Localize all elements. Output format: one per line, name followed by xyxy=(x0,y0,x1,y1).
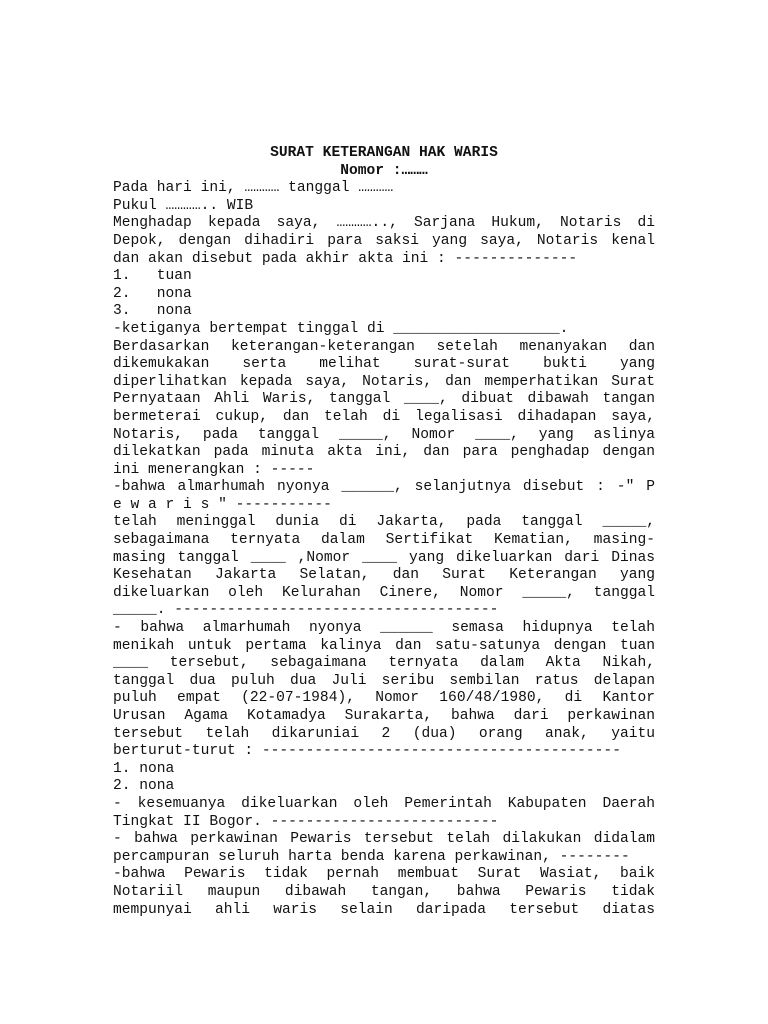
document-line: ini menerangkan : ----- xyxy=(113,461,315,478)
document-line: berturut-turut : ----------------------------------------- xyxy=(113,743,621,760)
document-line: 2. nona xyxy=(113,778,175,795)
document-line: dikeluarkan oleh Kelurahan Cinere, Nomor _____, tanggal xyxy=(113,584,655,601)
document-line: bermeterai cukup, dan telah di legalisasi dihadapan saya, xyxy=(113,408,655,425)
document-line: mempunyai ahli waris selain daripada tersebut diatas xyxy=(113,901,655,918)
document-number: Nomor :……… xyxy=(340,162,428,179)
document-line: - bahwa perkawinan Pewaris tersebut telah dilakukan didalam xyxy=(113,831,655,848)
document-line: _____. ------------------------------------- xyxy=(113,602,499,619)
document-line: menikah untuk pertama kalinya dan satu-satunya dengan tuan xyxy=(113,637,655,654)
document-line: Notaris, pada tanggal _____, Nomor ____, yang aslinya xyxy=(113,426,655,443)
document-line: 1. tuan xyxy=(113,268,192,285)
document-line: 1. nona xyxy=(113,760,175,777)
document-line: - bahwa almarhumah nyonya ______ semasa hidupnya telah xyxy=(113,620,655,637)
document-line: masing tanggal ____ ,Nomor ____ yang dikeluarkan dari Dinas xyxy=(113,549,655,566)
document-line: ____ tersebut, sebagaimana ternyata dalam Akta Nikah, xyxy=(113,655,655,672)
document-line: diperlihatkan kepada saya, Notaris, dan memperhatikan Surat xyxy=(113,373,655,390)
document-line: Pada hari ini, ………… tanggal ………… xyxy=(113,180,394,197)
document-line: puluh empat (22-07-1984), Nomor 160/48/1980, di Kantor xyxy=(113,690,655,707)
document-line: tersebut telah dikaruniai 2 (dua) orang anak, yaitu xyxy=(113,725,655,742)
document-title: SURAT KETERANGAN HAK WARIS xyxy=(270,145,498,161)
document-page xyxy=(113,145,655,919)
document-line: Depok, dengan dihadiri para saksi yang saya, Notaris kenal xyxy=(113,232,655,249)
document-line: Pernyataan Ahli Waris, tanggal ____, dibuat dibawah tangan xyxy=(113,391,655,408)
document-line: 2. nona xyxy=(113,285,192,302)
document-line: Notariil maupun dibawah tangan, bahwa Pewaris tidak xyxy=(113,883,655,900)
document-line: Tingkat II Bogor. -------------------------- xyxy=(113,813,499,830)
document-line: Urusan Agama Kotamadya Surakarta, bahwa dari perkawinan xyxy=(113,708,655,724)
document-line: Kesehatan Jakarta Selatan, dan Surat Keterangan yang xyxy=(113,567,655,584)
document-line: -bahwa Pewaris tidak pernah membuat Surat Wasiat, baik xyxy=(113,866,655,883)
document-line: tanggal dua puluh dua Juli seribu sembilan ratus delapan xyxy=(113,672,655,689)
document-line: Pukul ………….. WIB xyxy=(113,197,254,214)
document-line: Berdasarkan keterangan-keterangan setelah menanyakan dan xyxy=(113,338,655,355)
document-line: -ketiganya bertempat tinggal di ___________________. xyxy=(113,320,569,337)
document-line: e w a r i s " ----------- xyxy=(113,496,332,513)
document-line: telah meninggal dunia di Jakarta, pada tanggal _____, xyxy=(113,514,655,531)
document-line: dan akan disebut pada akhir akta ini : -------------- xyxy=(113,250,578,267)
document-line: 3. nona xyxy=(113,303,192,320)
document-line: percampuran seluruh harta benda karena perkawinan, -------- xyxy=(113,848,630,865)
document-line: Menghadap kepada saya, ………….., Sarjana Hukum, Notaris di xyxy=(113,215,655,232)
document-line: dikemukakan serta melihat surat-surat bukti yang xyxy=(113,356,655,373)
document-line: dilekatkan pada minuta akta ini, dan para penghadap dengan xyxy=(113,444,655,461)
document-line: sebagaimana ternyata dalam Sertifikat Kematian, masing- xyxy=(113,532,655,549)
document-line: -bahwa almarhumah nyonya ______, selanjutnya disebut : -" P xyxy=(113,479,655,496)
document-body xyxy=(113,180,655,919)
document-line: - kesemuanya dikeluarkan oleh Pemerintah Kabupaten Daerah xyxy=(113,795,655,812)
